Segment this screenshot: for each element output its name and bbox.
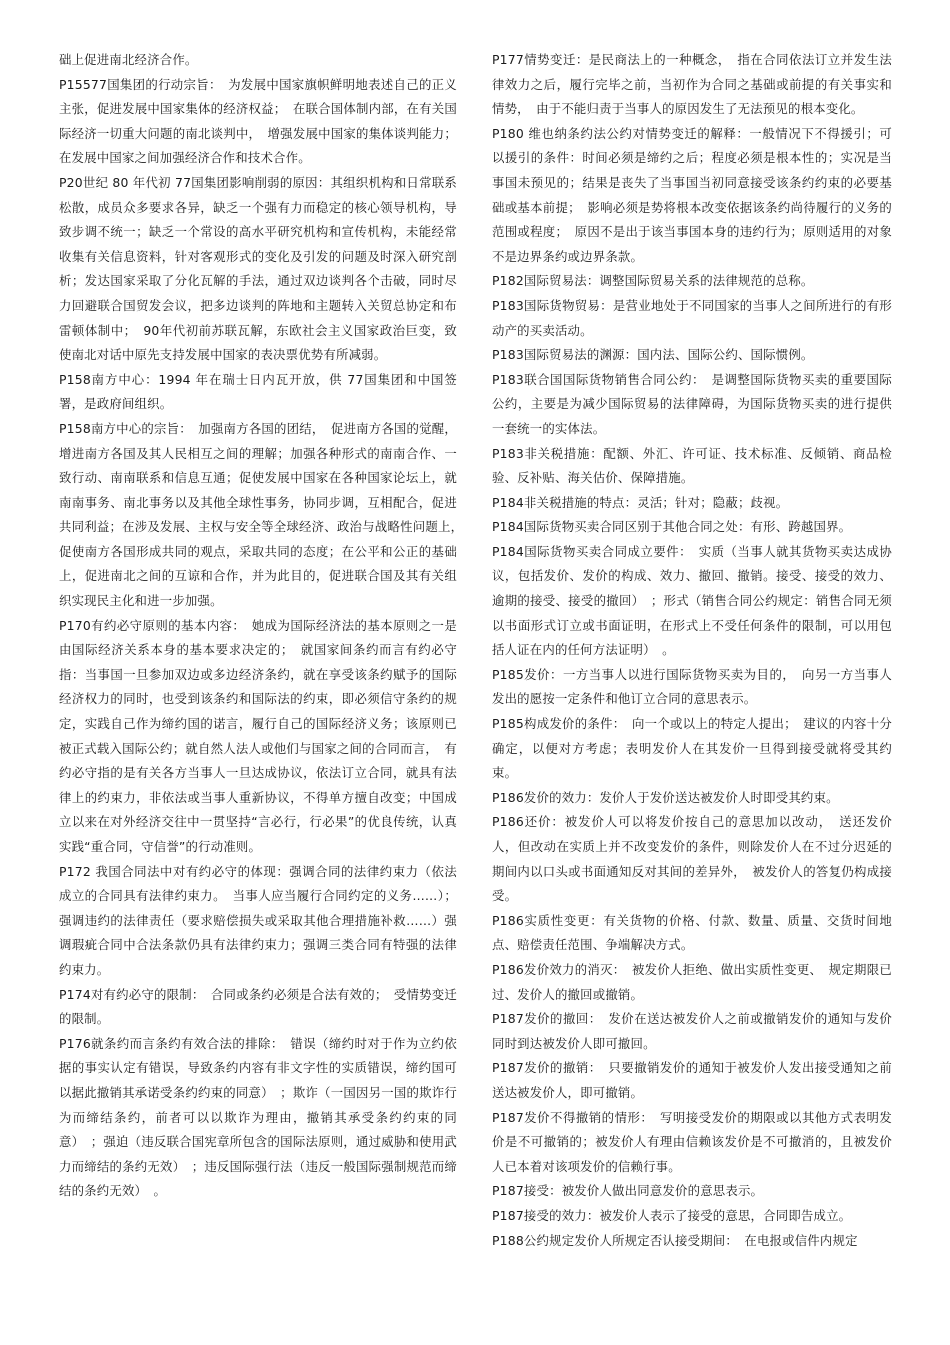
paragraph: P188公约规定发价人所规定否认接受期间： 在电报或信件内规定 (492, 1232, 858, 1248)
paragraph: P186发价效力的消灭： 被发价人拒绝、做出实质性变更、 规定期限已过、发价人的撤回或撤销。 (492, 961, 892, 1002)
paragraph: P182国际贸易法：调整国际贸易关系的法律规范的总称。 (492, 273, 814, 289)
paragraph: P187发价的撤回： 发价在送达被发价人之前或撤销发价的通知与发价同时到达被发价人即可撤回。 (492, 1011, 892, 1051)
paragraph: P187接受的效力：被发价人表示了接受的意思，合同即告成立。 (492, 1207, 852, 1223)
paragraph: P186发价的效力：发价人于发价送达被发价人时即受其约束。 (492, 789, 839, 805)
paragraph: P158南方中心的宗旨： 加强南方各国的团结， 促进南方各国的觉醒，增进南方各国及其人民相互之间的理解；加强各种形式的南南合作、一致行动、南南联系和信息互通；促使发展中国家在各种国家论坛上，就南南事务、南北事务以及其他全球性事务，协同步调，互相配合，促进共同利益；在涉及发展、主权与安全等全球经济、政治与战略性问题上， 促使南方各国形成共同的观点，采取共同的态度；在公平和公正的基础上，促进南北之间的互谅和合作，并为此目的，促进联合国及其有关组织实现民主化和进一步加强。 (59, 420, 470, 609)
paragraph: P183国际货物贸易：是营业地处于不同国家的当事人之间所进行的有形动产的买卖活动。 (492, 297, 892, 338)
paragraph: P187接受：被发价人做出同意发价的意思表示。 (492, 1183, 764, 1199)
paragraph: P184国际货物买卖合同区别于其他合同之处：有形、跨越国界。 (492, 519, 852, 535)
paragraph: P187发价的撤销： 只要撤销发价的通知于被发价人发出接受通知之前送达被发价人，即可撤销。 (492, 1060, 892, 1100)
paragraph: P170有约必守原则的基本内容： 她成为国际经济法的基本原则之一是由国际经济关系本身的基本要求决定的； 就国家间条约而言有约必守指：当事国一旦参加双边或多边经济条约，就在享受该条约赋予的国际经济权力的同时，也受到该条约和国际法的约束，即必须信守条约的规定，实践自己作为缔约国的诺言，履行自己的国际经济义务；该原则已被正式载入国际公约；就自然人法人或他们与国家之间的合同而言， 有约必守指的是有关各方当事人一旦达成协议，依法订立合同，就具有法律上的约束力，非依法或当事人重新协议，不得单方擅自改变；中国成立以来在对外经济交往中一贯坚持“言必行，行必果”的优良传统，认真实践“重合同，守信誉”的行动准则。 (59, 617, 457, 854)
right-column (492, 48, 892, 1253)
paragraph: P177情势变迁：是民商法上的一种概念， 指在合同依法订立并发生法律效力之后，履行完毕之前，当初作为合同之基础或前提的有关事实和情势， 由于不能归责于当事人的原因发生了无法预见的根本变化。 (492, 52, 892, 117)
paragraph: 础上促进南北经济合作。 (59, 52, 198, 67)
paragraph: P172 我国合同法中对有约必守的体现：强调合同的法律约束力（依法成立的合同具有法律约束力。 当事人应当履行合同约定的义务……）；强调违约的法律责任（要求赔偿损失或采取其他合理措施补救……）强调瑕疵合同中合法条款仍具有法律约束力；强调三类合同有特强的法律约束力。 (59, 863, 457, 977)
paragraph: P176就条约而言条约有效合法的排除： 错误（缔约时对于作为立约依据的事实认定有错误，导致条约内容有非文字性的实质错误，缔约国可以据此撤销其承诺受条约约束的同意） ；欺诈（一国因另一国的欺诈行为而缔结条约，前者可以以欺诈为理由，撤销其承受条约约束的同意） ；强迫（违反联合国宪章所包含的国际法原则，通过威胁和使用武力而缔结的条约无效） ；违反国际强行法（违反一般国际强制规范而缔结的条约无效） 。 (59, 1035, 457, 1199)
paragraph: P187发价不得撤销的情形： 写明接受发价的期限或以其他方式表明发价是不可撤销的；被发价人有理由信赖该发价是不可撤消的，且被发价人已本着对该项发价的信赖行事。 (492, 1109, 892, 1174)
paragraph: P183联合国国际货物销售合同公约： 是调整国际货物买卖的重要国际公约，主要是为减少国际贸易的法律障碍，为国际货物买卖的进行提供一套统一的实体法。 (492, 371, 892, 436)
paragraph: P186实质性变更：有关货物的价格、付款、数量、质量、交货时间地点、赔偿责任范围、争端解决方式。 (492, 912, 892, 953)
left-column (59, 48, 470, 1204)
paragraph: P174对有约必守的限制： 合同或条约必须是合法有效的； 受情势变迁的限制。 (59, 986, 457, 1027)
paragraph: P184国际货物买卖合同成立要件： 实质（当事人就其货物买卖达成协议，包括发价、发价的构成、效力、撤回、撤销。接受、接受的效力、逾期的接受、接受的撤回） ；形式（销售合同公约规定：销售合同无须以书面形式订立或书面证明，在形式上不受任何条件的限制，可以用包括人证在内的任何方法证明） 。 (492, 543, 892, 658)
paragraph: P184非关税措施的特点：灵活；针对；隐蔽；歧视。 (492, 494, 789, 510)
paragraph: P20世纪 80 年代初 77国集团影响削弱的原因：其组织机构和日常联系松散，成员众多要求各异，缺乏一个强有力而稳定的核心领导机构，导致步调不统一；缺乏一个常设的高水平研究机构和宣传机构，未能经常收集有关信息资料，针对客观形式的变化及引发的问题及时深入研究剖析；发达国家采取了分化瓦解的手法，通过双边谈判各个击破，同时尽力回避联合国贸发会议，把多边谈判的阵地和主题转入关贸总协定和布雷顿体制中； 90年代初前苏联瓦解，东欧社会主义国家政治巨变，致使南北对话中原先支持发展中国家的表决票优势有所减弱。 (59, 174, 457, 363)
paragraph: P183国际贸易法的渊源：国内法、国际公约、国际惯例。 (492, 347, 814, 363)
paragraph: P185构成发价的条件： 向一个或以上的特定人提出； 建议的内容十分确定，以便对方考虑；表明发价人在其发价一旦得到接受就将受其约束。 (492, 716, 892, 781)
paragraph: P180 维也纳条约法公约对情势变迁的解释：一般情况下不得援引；可以援引的条件：时间必须是缔约之后；程度必须是根本性的；实况是当事国未预见的；结果是丧失了当事国当初同意接受该条约约束的必要基础或基本前提； 影响必须是势将根本改变依据该条约尚待履行的义务的范围或程度； 原因不是出于该当事国本身的违约行为；原则适用的对象不是边界条约或边界条款。 (492, 125, 892, 264)
paragraph: P183非关税措施：配额、外汇、许可证、技术标准、反倾销、商品检验、反补贴、海关估价、保障措施。 (492, 445, 892, 486)
paragraph: P158南方中心：1994 年在瑞士日内瓦开放，供 77国集团和中国签署，是政府间组织。 (59, 371, 457, 412)
paragraph: P15577国集团的行动宗旨： 为发展中国家旗帜鲜明地表述自己的正义主张，促进发展中国家集体的经济权益； 在联合国体制内部，在有关国际经济一切重大问题的南北谈判中， 增强发展中国家的集体谈判能力；在发展中国家之间加强经济合作和技术合作。 (59, 76, 457, 166)
paragraph: P185发价：一方当事人以进行国际货物买卖为目的， 向另一方当事人发出的愿按一定条件和他订立合同的意思表示。 (492, 666, 892, 707)
paragraph: P186还价：被发价人可以将发价按自己的意思加以改动， 送还发价人，但改动在实质上并不改变发价的条件，则除发价人在不过分迟延的期间内以口头或书面通知反对其间的差异外， 被发价人的答复仍构成接受。 (492, 814, 892, 904)
